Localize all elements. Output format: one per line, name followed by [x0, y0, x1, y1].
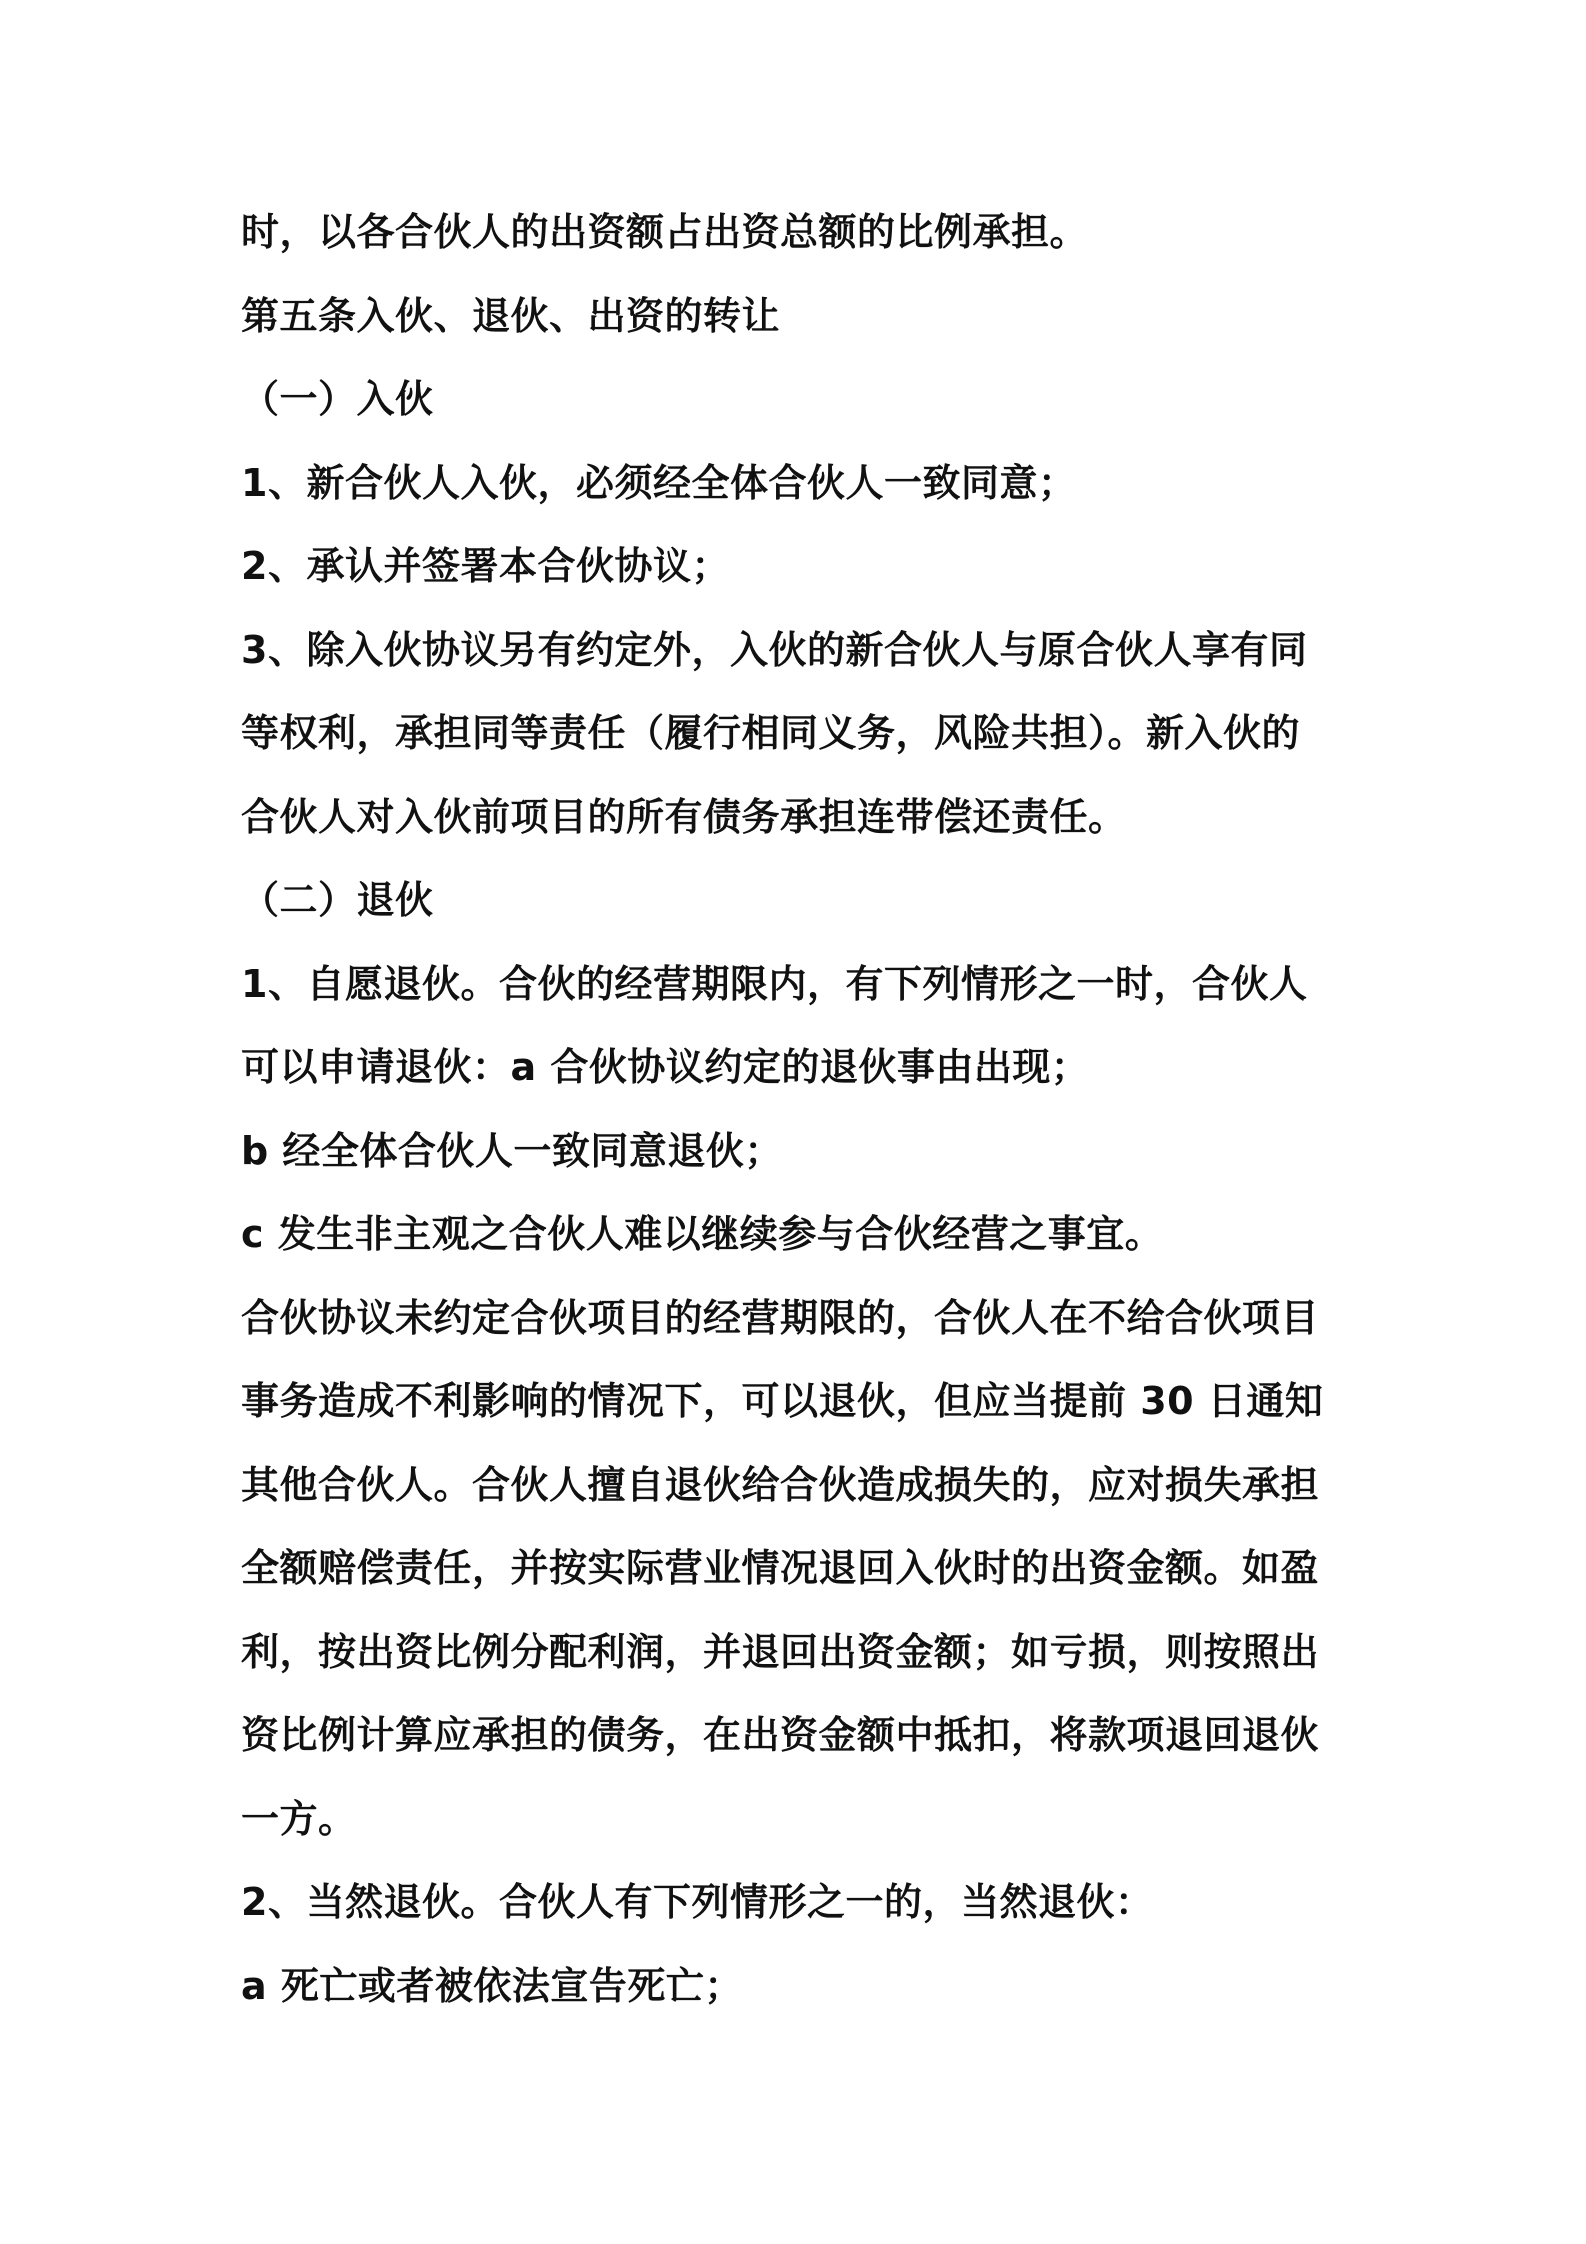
text-line: 时，以各合伙人的出资额占出资总额的比例承担。 [241, 210, 1089, 254]
subsection-heading: （一）入伙 [241, 377, 434, 421]
text-line: 3、除入伙协议另有约定外，入伙的新合伙人与原合伙人享有同 [241, 627, 1308, 672]
text-line: 1、自愿退伙。合伙的经营期限内，有下列情形之一时，合伙人 [241, 961, 1308, 1006]
text-line: 合伙协议未约定合伙项目的经营期限的，合伙人在不给合伙项目 [241, 1295, 1320, 1340]
text-line: 全额赔偿责任，并按实际营业情况退回入伙时的出资金额。如盈 [241, 1546, 1320, 1590]
text-line: a 死亡或者被依法宣告死亡； [241, 1963, 743, 2008]
document-body [241, 191, 1361, 2028]
text-line: 资比例计算应承担的债务，在出资金额中抵扣，将款项退回退伙 [241, 1713, 1320, 1757]
text-line: c 发生非主观之合伙人难以继续参与合伙经营之事宜。 [241, 1212, 1164, 1256]
subsection-heading: （二）退伙 [241, 878, 434, 922]
text-line: 一方。 [241, 1796, 357, 1841]
text-line: 利，按出资比例分配利润，并退回出资金额；如亏损，则按照出 [241, 1629, 1320, 1674]
text-line: 事务造成不利影响的情况下，可以退伙，但应当提前 30 日通知 [241, 1379, 1324, 1423]
text-line: 其他合伙人。合伙人擅自退伙给合伙造成损失的，应对损失承担 [241, 1462, 1320, 1507]
text-line: 可以申请退伙：a 合伙协议约定的退伙事由出现； [241, 1045, 1090, 1089]
text-line: 合伙人对入伙前项目的所有债务承担连带偿还责任。 [241, 794, 1127, 839]
text-line: 2、承认并签署本合伙协议； [241, 544, 730, 588]
text-line: 2、当然退伙。合伙人有下列情形之一的，当然退伙： [241, 1880, 1154, 1924]
text-line: 等权利，承担同等责任（履行相同义务，风险共担）。新入伙的 [241, 711, 1301, 755]
text-line: b 经全体合伙人一致同意退伙； [241, 1128, 783, 1173]
text-line: 1、新合伙人入伙，必须经全体合伙人一致同意； [241, 460, 1077, 505]
section-heading: 第五条入伙、退伙、出资的转让 [241, 293, 781, 338]
